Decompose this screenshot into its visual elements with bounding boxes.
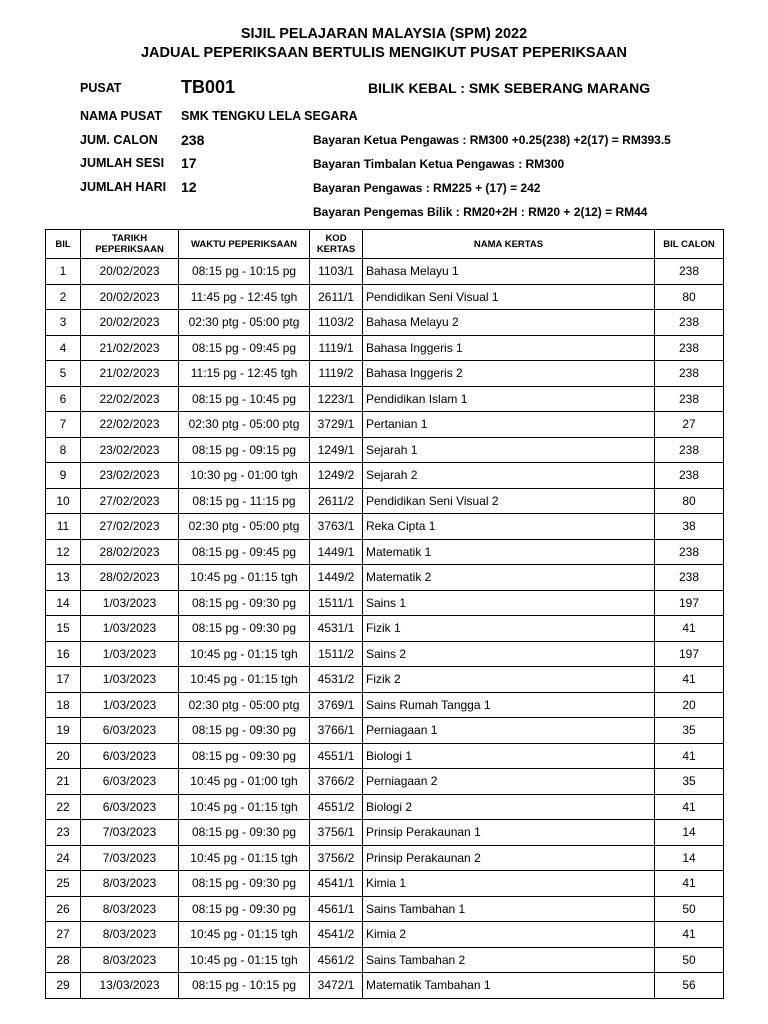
- cell-waktu: 10:45 pg - 01:00 tgh: [179, 769, 310, 795]
- cell-nama-kertas: Fizik 2: [363, 667, 655, 693]
- cell-waktu: 11:15 pg - 12:45 tgh: [179, 361, 310, 387]
- exam-schedule-table: [45, 229, 724, 999]
- cell-tarikh: 13/03/2023: [81, 973, 179, 999]
- cell-kod-kertas: 4541/2: [310, 922, 363, 948]
- cell-nama-kertas: Prinsip Perakaunan 2: [363, 845, 655, 871]
- cell-tarikh: 7/03/2023: [81, 845, 179, 871]
- cell-tarikh: 20/02/2023: [81, 259, 179, 285]
- cell-kod-kertas: 3769/1: [310, 692, 363, 718]
- table-row: [46, 437, 724, 463]
- cell-waktu: 02:30 ptg - 05:00 ptg: [179, 412, 310, 438]
- cell-bil-calon: 197: [655, 641, 724, 667]
- jumlah-hari-value: 12: [181, 179, 197, 195]
- cell-bil: 22: [46, 794, 81, 820]
- cell-waktu: 10:45 pg - 01:15 tgh: [179, 947, 310, 973]
- cell-waktu: 08:15 pg - 10:15 pg: [179, 259, 310, 285]
- pusat-label: PUSAT: [80, 81, 122, 95]
- cell-bil: 19: [46, 718, 81, 744]
- cell-bil: 4: [46, 335, 81, 361]
- cell-tarikh: 21/02/2023: [81, 361, 179, 387]
- cell-kod-kertas: 3756/1: [310, 820, 363, 846]
- cell-bil-calon: 56: [655, 973, 724, 999]
- cell-nama-kertas: Bahasa Inggeris 1: [363, 335, 655, 361]
- cell-waktu: 08:15 pg - 10:15 pg: [179, 973, 310, 999]
- cell-nama-kertas: Bahasa Melayu 2: [363, 310, 655, 336]
- cell-waktu: 10:45 pg - 01:15 tgh: [179, 845, 310, 871]
- table-row: [46, 539, 724, 565]
- cell-tarikh: 20/02/2023: [81, 310, 179, 336]
- cell-bil: 1: [46, 259, 81, 285]
- table-row: [46, 667, 724, 693]
- header-tarikh-line1: TARIKH: [111, 233, 148, 244]
- cell-bil-calon: 80: [655, 488, 724, 514]
- cell-tarikh: 1/03/2023: [81, 616, 179, 642]
- cell-kod-kertas: 4531/2: [310, 667, 363, 693]
- cell-nama-kertas: Perniagaan 2: [363, 769, 655, 795]
- cell-bil: 25: [46, 871, 81, 897]
- cell-tarikh: 1/03/2023: [81, 692, 179, 718]
- cell-bil: 27: [46, 922, 81, 948]
- table-row: [46, 794, 724, 820]
- header-kod-line1: KOD: [325, 233, 347, 244]
- cell-bil: 15: [46, 616, 81, 642]
- jum-calon-value: 238: [181, 132, 205, 148]
- table-row: [46, 310, 724, 336]
- header-tarikh-line2: PEPERIKSAAN: [95, 244, 164, 255]
- cell-nama-kertas: Pendidikan Islam 1: [363, 386, 655, 412]
- cell-tarikh: 1/03/2023: [81, 641, 179, 667]
- cell-bil-calon: 41: [655, 743, 724, 769]
- cell-waktu: 08:15 pg - 09:30 pg: [179, 590, 310, 616]
- cell-nama-kertas: Matematik Tambahan 1: [363, 973, 655, 999]
- table-header-row: [46, 230, 724, 259]
- table-row: [46, 259, 724, 285]
- cell-nama-kertas: Sejarah 1: [363, 437, 655, 463]
- cell-kod-kertas: 1249/1: [310, 437, 363, 463]
- cell-bil: 24: [46, 845, 81, 871]
- cell-kod-kertas: 4551/1: [310, 743, 363, 769]
- cell-waktu: 10:45 pg - 01:15 tgh: [179, 565, 310, 591]
- bayaran-timbalan-ketua: Bayaran Timbalan Ketua Pengawas : RM300: [313, 157, 565, 171]
- cell-nama-kertas: Bahasa Melayu 1: [363, 259, 655, 285]
- cell-nama-kertas: Sejarah 2: [363, 463, 655, 489]
- cell-bil: 10: [46, 488, 81, 514]
- table-row: [46, 361, 724, 387]
- cell-waktu: 10:30 pg - 01:00 tgh: [179, 463, 310, 489]
- cell-tarikh: 7/03/2023: [81, 820, 179, 846]
- cell-bil: 9: [46, 463, 81, 489]
- cell-kod-kertas: 3756/2: [310, 845, 363, 871]
- cell-waktu: 10:45 pg - 01:15 tgh: [179, 641, 310, 667]
- table-row: [46, 590, 724, 616]
- cell-waktu: 10:45 pg - 01:15 tgh: [179, 794, 310, 820]
- cell-bil-calon: 38: [655, 514, 724, 540]
- cell-bil-calon: 35: [655, 718, 724, 744]
- cell-waktu: 02:30 ptg - 05:00 ptg: [179, 310, 310, 336]
- cell-kod-kertas: 3472/1: [310, 973, 363, 999]
- cell-tarikh: 1/03/2023: [81, 667, 179, 693]
- cell-tarikh: 27/02/2023: [81, 488, 179, 514]
- cell-nama-kertas: Sains Tambahan 1: [363, 896, 655, 922]
- table-row: [46, 718, 724, 744]
- cell-tarikh: 8/03/2023: [81, 947, 179, 973]
- cell-bil-calon: 238: [655, 361, 724, 387]
- cell-kod-kertas: 1119/1: [310, 335, 363, 361]
- table-row: [46, 386, 724, 412]
- cell-waktu: 11:45 pg - 12:45 tgh: [179, 284, 310, 310]
- cell-tarikh: 27/02/2023: [81, 514, 179, 540]
- cell-bil-calon: 238: [655, 259, 724, 285]
- cell-waktu: 08:15 pg - 09:30 pg: [179, 743, 310, 769]
- cell-waktu: 08:15 pg - 09:30 pg: [179, 820, 310, 846]
- cell-bil: 13: [46, 565, 81, 591]
- cell-kod-kertas: 1223/1: [310, 386, 363, 412]
- cell-waktu: 10:45 pg - 01:15 tgh: [179, 922, 310, 948]
- cell-nama-kertas: Pendidikan Seni Visual 2: [363, 488, 655, 514]
- cell-kod-kertas: 4561/1: [310, 896, 363, 922]
- cell-bil: 28: [46, 947, 81, 973]
- cell-waktu: 08:15 pg - 11:15 pg: [179, 488, 310, 514]
- cell-nama-kertas: Bahasa Inggeris 2: [363, 361, 655, 387]
- cell-kod-kertas: 1103/2: [310, 310, 363, 336]
- cell-bil: 14: [46, 590, 81, 616]
- cell-tarikh: 1/03/2023: [81, 590, 179, 616]
- cell-bil-calon: 20: [655, 692, 724, 718]
- header-kod-line2: KERTAS: [316, 244, 356, 255]
- cell-bil: 26: [46, 896, 81, 922]
- cell-tarikh: 28/02/2023: [81, 565, 179, 591]
- cell-bil-calon: 197: [655, 590, 724, 616]
- table-row: [46, 463, 724, 489]
- cell-kod-kertas: 1511/1: [310, 590, 363, 616]
- cell-tarikh: 21/02/2023: [81, 335, 179, 361]
- cell-kod-kertas: 4551/2: [310, 794, 363, 820]
- table-row: [46, 514, 724, 540]
- table-row: [46, 412, 724, 438]
- cell-waktu: 08:15 pg - 09:30 pg: [179, 896, 310, 922]
- cell-kod-kertas: 3729/1: [310, 412, 363, 438]
- jum-calon-label: JUM. CALON: [80, 133, 158, 147]
- table-row: [46, 871, 724, 897]
- cell-bil: 23: [46, 820, 81, 846]
- cell-nama-kertas: Perniagaan 1: [363, 718, 655, 744]
- cell-nama-kertas: Kimia 2: [363, 922, 655, 948]
- table-row: [46, 922, 724, 948]
- cell-kod-kertas: 3763/1: [310, 514, 363, 540]
- cell-bil-calon: 27: [655, 412, 724, 438]
- cell-waktu: 08:15 pg - 09:45 pg: [179, 539, 310, 565]
- cell-bil-calon: 14: [655, 845, 724, 871]
- table-row: [46, 845, 724, 871]
- cell-tarikh: 23/02/2023: [81, 437, 179, 463]
- cell-nama-kertas: Matematik 1: [363, 539, 655, 565]
- cell-nama-kertas: Reka Cipta 1: [363, 514, 655, 540]
- cell-tarikh: 22/02/2023: [81, 386, 179, 412]
- jumlah-sesi-label: JUMLAH SESI: [80, 156, 165, 170]
- table-row: [46, 335, 724, 361]
- cell-nama-kertas: Prinsip Perakaunan 1: [363, 820, 655, 846]
- cell-bil-calon: 238: [655, 565, 724, 591]
- cell-kod-kertas: 2611/2: [310, 488, 363, 514]
- table-row: [46, 820, 724, 846]
- table-row: [46, 692, 724, 718]
- table-row: [46, 616, 724, 642]
- cell-kod-kertas: 4541/1: [310, 871, 363, 897]
- cell-waktu: 08:15 pg - 09:30 pg: [179, 871, 310, 897]
- cell-bil-calon: 41: [655, 794, 724, 820]
- cell-tarikh: 6/03/2023: [81, 718, 179, 744]
- cell-tarikh: 20/02/2023: [81, 284, 179, 310]
- header-nama-kertas: NAMA KERTAS: [363, 230, 655, 259]
- cell-bil-calon: 50: [655, 947, 724, 973]
- cell-bil: 12: [46, 539, 81, 565]
- cell-kod-kertas: 3766/2: [310, 769, 363, 795]
- cell-tarikh: 6/03/2023: [81, 769, 179, 795]
- cell-kod-kertas: 1449/1: [310, 539, 363, 565]
- cell-nama-kertas: Sains 1: [363, 590, 655, 616]
- cell-bil-calon: 238: [655, 310, 724, 336]
- cell-bil: 3: [46, 310, 81, 336]
- table-row: [46, 769, 724, 795]
- cell-waktu: 02:30 ptg - 05:00 ptg: [179, 514, 310, 540]
- table-row: [46, 284, 724, 310]
- cell-bil-calon: 41: [655, 871, 724, 897]
- cell-bil: 20: [46, 743, 81, 769]
- cell-bil-calon: 238: [655, 539, 724, 565]
- header-bil-calon: BIL CALON: [655, 230, 724, 259]
- cell-tarikh: 28/02/2023: [81, 539, 179, 565]
- cell-nama-kertas: Biologi 1: [363, 743, 655, 769]
- cell-bil: 11: [46, 514, 81, 540]
- cell-waktu: 08:15 pg - 09:30 pg: [179, 718, 310, 744]
- cell-waktu: 10:45 pg - 01:15 tgh: [179, 667, 310, 693]
- pusat-value: TB001: [181, 77, 236, 97]
- table-row: [46, 896, 724, 922]
- cell-bil: 17: [46, 667, 81, 693]
- bilik-kebal: BILIK KEBAL : SMK SEBERANG MARANG: [368, 80, 651, 96]
- nama-pusat-label: NAMA PUSAT: [80, 109, 162, 123]
- cell-bil-calon: 35: [655, 769, 724, 795]
- header-kod: [310, 230, 363, 259]
- cell-nama-kertas: Kimia 1: [363, 871, 655, 897]
- cell-bil-calon: 14: [655, 820, 724, 846]
- cell-bil-calon: 41: [655, 667, 724, 693]
- cell-nama-kertas: Fizik 1: [363, 616, 655, 642]
- table-row: [46, 488, 724, 514]
- cell-nama-kertas: Pendidikan Seni Visual 1: [363, 284, 655, 310]
- cell-nama-kertas: Sains Tambahan 2: [363, 947, 655, 973]
- cell-kod-kertas: 1249/2: [310, 463, 363, 489]
- cell-bil-calon: 50: [655, 896, 724, 922]
- cell-bil-calon: 238: [655, 386, 724, 412]
- cell-bil: 6: [46, 386, 81, 412]
- header-tarikh: [81, 230, 179, 259]
- cell-tarikh: 8/03/2023: [81, 922, 179, 948]
- cell-bil-calon: 41: [655, 616, 724, 642]
- document-title: SIJIL PELAJARAN MALAYSIA (SPM) 2022: [240, 26, 528, 42]
- cell-nama-kertas: Sains Rumah Tangga 1: [363, 692, 655, 718]
- cell-kod-kertas: 1511/2: [310, 641, 363, 667]
- cell-waktu: 08:15 pg - 09:30 pg: [179, 616, 310, 642]
- bayaran-pengawas: Bayaran Pengawas : RM225 + (17) = 242: [313, 181, 541, 195]
- jumlah-sesi-value: 17: [181, 155, 197, 171]
- table-row: [46, 565, 724, 591]
- cell-kod-kertas: 1449/2: [310, 565, 363, 591]
- cell-bil: 16: [46, 641, 81, 667]
- header-waktu: WAKTU PEPERIKSAAN: [179, 230, 310, 259]
- cell-kod-kertas: 3766/1: [310, 718, 363, 744]
- cell-bil: 18: [46, 692, 81, 718]
- table-row: [46, 743, 724, 769]
- bayaran-pengemas-bilik: Bayaran Pengemas Bilik : RM20+2H : RM20 + 2(12) = RM44: [313, 205, 648, 219]
- cell-bil-calon: 80: [655, 284, 724, 310]
- cell-bil-calon: 238: [655, 335, 724, 361]
- cell-tarikh: 22/02/2023: [81, 412, 179, 438]
- nama-pusat-value: SMK TENGKU LELA SEGARA: [181, 109, 358, 123]
- cell-waktu: 08:15 pg - 09:15 pg: [179, 437, 310, 463]
- cell-waktu: 08:15 pg - 10:45 pg: [179, 386, 310, 412]
- cell-waktu: 02:30 ptg - 05:00 ptg: [179, 692, 310, 718]
- header-bil: BIL: [46, 230, 81, 259]
- cell-tarikh: 23/02/2023: [81, 463, 179, 489]
- cell-bil-calon: 41: [655, 922, 724, 948]
- cell-bil-calon: 238: [655, 437, 724, 463]
- document-subtitle: JADUAL PEPERIKSAAN BERTULIS MENGIKUT PUSAT PEPERIKSAAN: [140, 45, 628, 61]
- cell-bil-calon: 238: [655, 463, 724, 489]
- cell-nama-kertas: Biologi 2: [363, 794, 655, 820]
- table-row: [46, 641, 724, 667]
- cell-kod-kertas: 1119/2: [310, 361, 363, 387]
- cell-waktu: 08:15 pg - 09:45 pg: [179, 335, 310, 361]
- cell-nama-kertas: Matematik 2: [363, 565, 655, 591]
- cell-kod-kertas: 1103/1: [310, 259, 363, 285]
- table-row: [46, 947, 724, 973]
- jumlah-hari-label: JUMLAH HARI: [80, 180, 167, 194]
- bayaran-ketua-pengawas: Bayaran Ketua Pengawas : RM300 +0.25(238) +2(17) = RM393.5: [313, 133, 671, 147]
- cell-kod-kertas: 4561/2: [310, 947, 363, 973]
- cell-bil: 7: [46, 412, 81, 438]
- table-row: [46, 973, 724, 999]
- cell-bil: 5: [46, 361, 81, 387]
- cell-tarikh: 8/03/2023: [81, 871, 179, 897]
- cell-bil: 21: [46, 769, 81, 795]
- cell-nama-kertas: Sains 2: [363, 641, 655, 667]
- cell-tarikh: 6/03/2023: [81, 743, 179, 769]
- cell-bil: 8: [46, 437, 81, 463]
- cell-bil: 29: [46, 973, 81, 999]
- cell-tarikh: 6/03/2023: [81, 794, 179, 820]
- cell-bil: 2: [46, 284, 81, 310]
- cell-tarikh: 8/03/2023: [81, 896, 179, 922]
- cell-kod-kertas: 4531/1: [310, 616, 363, 642]
- cell-kod-kertas: 2611/1: [310, 284, 363, 310]
- cell-nama-kertas: Pertanian 1: [363, 412, 655, 438]
